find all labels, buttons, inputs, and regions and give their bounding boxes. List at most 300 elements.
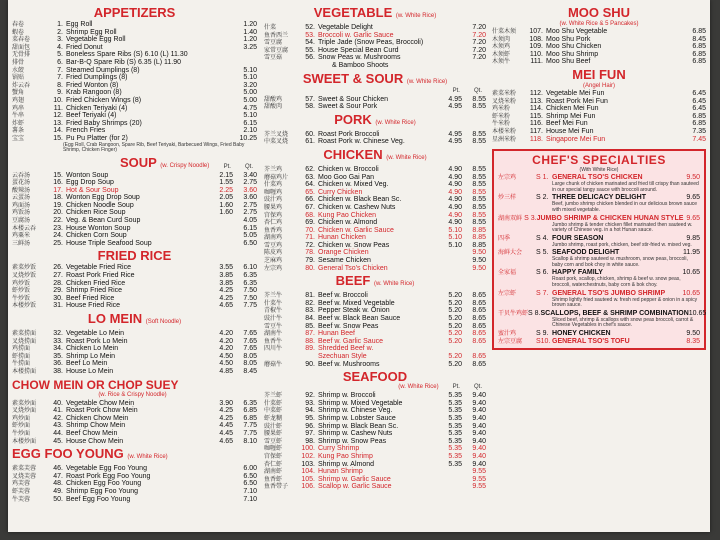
item-price: 5.10 bbox=[243, 112, 257, 120]
item-chinese-name: 豆腐汤 bbox=[12, 217, 31, 225]
item-chinese-name: 芝麻鸡 bbox=[264, 257, 283, 265]
item-price-pint: 4.90 bbox=[448, 211, 462, 219]
item-price-pint: 5.20 bbox=[448, 353, 462, 360]
item-number: 62. bbox=[305, 165, 315, 173]
item-chinese-name: 青椒牛 bbox=[264, 307, 283, 315]
item-name: Fried Baby Shrimps (20) bbox=[66, 119, 142, 127]
item-number: 41. bbox=[53, 407, 63, 415]
item-name: Broccoli w. Garlic Sauce bbox=[318, 31, 394, 39]
item-name: Moo Shu Vegetable bbox=[546, 28, 608, 35]
item-name: Chicken Noodle Soup bbox=[66, 201, 134, 209]
item-price-quart: 9.40 bbox=[472, 392, 486, 400]
list-item bbox=[12, 105, 257, 113]
item-chinese-name: 牛串 bbox=[12, 112, 25, 120]
item-price-pint: 5.20 bbox=[448, 360, 462, 368]
list-item bbox=[264, 227, 486, 235]
item-chinese-name: 鱼香鸡 bbox=[264, 226, 283, 234]
item-name: Beef Mei Fun bbox=[546, 120, 588, 128]
item-chinese-name: 豉汁鸡 bbox=[264, 196, 283, 204]
item-price: 10.65 bbox=[688, 309, 707, 317]
sweet-sour-subtitle: (w. White Rice) bbox=[406, 78, 448, 85]
item-price: 9.50 bbox=[686, 330, 700, 338]
mei-fun-list bbox=[492, 90, 706, 143]
item-price: 8.35 bbox=[686, 338, 700, 346]
item-name: Sesame Chicken bbox=[318, 257, 371, 265]
fried-rice-heading: FRIED RICE bbox=[97, 248, 172, 264]
item-chinese-name: 鸡粟米 bbox=[12, 232, 31, 240]
item-price-quart: 8.55 bbox=[472, 130, 486, 138]
item-chinese-name: 中菜虾 bbox=[264, 407, 283, 415]
list-item bbox=[12, 29, 257, 37]
item-price-quart: 2.75 bbox=[243, 201, 257, 209]
item-price-quart: 7.75 bbox=[243, 429, 257, 437]
item-price-quart: 8.55 bbox=[472, 173, 486, 181]
chefs-specialties-title: CHEF'S SPECIALTIES bbox=[532, 153, 666, 168]
item-number: 94. bbox=[305, 407, 315, 415]
sweet-sour-title: SWEET & SOUR bbox=[302, 70, 404, 86]
list-item bbox=[12, 36, 257, 44]
soup-subtitle: (w. Crispy Noodle) bbox=[160, 162, 210, 169]
menu-column-right bbox=[492, 4, 706, 350]
pt-label: Pt. bbox=[452, 87, 460, 94]
chicken-list bbox=[264, 166, 486, 272]
item-number: 55. bbox=[305, 46, 315, 54]
item-number: S 9. bbox=[536, 330, 549, 338]
item-number: 68. bbox=[305, 211, 315, 219]
list-item bbox=[12, 280, 257, 288]
chow-mein-heading: CHOW MEIN OR CHOP SUEY bbox=[12, 377, 179, 392]
list-item bbox=[12, 59, 257, 67]
item-name: Pu Pu Platter (for 2) bbox=[66, 134, 128, 142]
item-price-pint: 5.35 bbox=[448, 460, 462, 468]
list-item bbox=[12, 330, 257, 338]
item-number: 52. bbox=[305, 24, 315, 31]
item-price-quart: 8.55 bbox=[472, 95, 486, 103]
item-name: Orange Chicken bbox=[318, 249, 369, 257]
item-number: 105. bbox=[301, 475, 315, 483]
item-number: 97. bbox=[305, 430, 315, 438]
item-number: 64. bbox=[305, 181, 315, 189]
item-chinese-name: 鸡炒面 bbox=[12, 414, 31, 422]
list-item bbox=[12, 488, 257, 496]
item-price-pint: 5.35 bbox=[448, 452, 462, 460]
item-price-quart: 8.55 bbox=[472, 196, 486, 204]
item-number: 44. bbox=[53, 429, 63, 437]
item-description: Roast pork, scallop, chicken, shrimp & beef w. snow peas, broccoli, waterchestnuts, baby corn & bok choy. bbox=[552, 276, 681, 289]
item-name: Moo Goo Gai Pan bbox=[318, 173, 375, 181]
seafood-size-header bbox=[264, 384, 486, 392]
list-item bbox=[264, 476, 486, 484]
list-item bbox=[12, 120, 257, 128]
item-price-quart: 9.50 bbox=[472, 249, 486, 257]
item-name: Chicken w. Mixed Veg. bbox=[318, 181, 389, 189]
item-name: Beef w. Black Bean Sauce bbox=[318, 315, 401, 323]
item-name: Shrimp Mei Fun bbox=[546, 112, 596, 120]
item-chinese-name: 牛炒面 bbox=[12, 429, 31, 437]
item-price-quart: 4.05 bbox=[243, 217, 257, 225]
menu-column-middle bbox=[264, 4, 486, 491]
item-name: Fried Chicken Wings (8) bbox=[66, 96, 142, 104]
item-price-quart: 8.55 bbox=[472, 188, 486, 196]
item-chinese-name: 湖南双鲜 bbox=[498, 214, 523, 222]
item-price-quart: 8.65 bbox=[472, 353, 486, 360]
item-chinese-name: 木须牛 bbox=[492, 58, 511, 66]
list-item bbox=[264, 445, 486, 453]
item-number: 116. bbox=[529, 120, 543, 128]
item-number: 29. bbox=[53, 287, 63, 295]
item-number: 107. bbox=[529, 28, 543, 35]
item-chinese-name: 全家福 bbox=[498, 269, 517, 277]
chicken-heading bbox=[264, 148, 486, 165]
list-item bbox=[492, 136, 706, 144]
item-chinese-name: 水餃 bbox=[12, 66, 25, 74]
item-chinese-name: 芥兰牛 bbox=[264, 292, 283, 300]
list-item bbox=[12, 89, 257, 97]
item-chinese-name: 杏仁虾 bbox=[264, 460, 283, 468]
list-item bbox=[12, 179, 257, 187]
item-name: Moo Shu Beef bbox=[546, 58, 591, 66]
item-name: Roast Pork Fried Rice bbox=[66, 272, 135, 280]
item-number: 57. bbox=[305, 95, 315, 103]
item-name: General Tso's Chicken bbox=[318, 264, 388, 272]
item-name: Bar-B-Q Spare Rib (S) 6.35 (L) 11.90 bbox=[66, 58, 182, 66]
list-item bbox=[264, 196, 486, 204]
pt-label: Pt. bbox=[223, 163, 231, 170]
item-name: Vegetable Egg Foo Young bbox=[66, 465, 147, 473]
item-name: House Chow Mein bbox=[66, 437, 124, 445]
item-price-quart: 8.65 bbox=[472, 299, 486, 307]
item-number: 7. bbox=[57, 74, 63, 82]
soup-title: SOUP bbox=[120, 154, 157, 170]
item-name: House Special Bean Curd bbox=[318, 46, 399, 54]
item-price-pint: 4.50 bbox=[219, 360, 233, 368]
list-item bbox=[12, 240, 257, 248]
list-item bbox=[264, 189, 486, 197]
item-price-quart: 8.65 bbox=[472, 307, 486, 315]
list-item bbox=[12, 51, 257, 59]
item-chinese-name: 鸡面汤 bbox=[12, 201, 31, 209]
item-name: Vegetable Mei Fun bbox=[546, 89, 605, 97]
lo-mein-title: LO MEIN bbox=[87, 311, 143, 326]
item-price-pint: 4.50 bbox=[219, 352, 233, 360]
list-item bbox=[264, 54, 486, 62]
lo-mein-subtitle: (Soft Noodle) bbox=[145, 319, 182, 325]
item-name: GENERAL TSO'S CHICKEN bbox=[552, 174, 643, 182]
item-name: Shrimp w. Black Bean Sc. bbox=[318, 422, 399, 430]
item-name: Shrimp Egg Roll bbox=[66, 28, 117, 36]
item-name: Vegetable Fried Rice bbox=[66, 264, 131, 272]
item-number: 90. bbox=[305, 360, 315, 368]
item-number: 25. bbox=[53, 239, 63, 247]
item-chinese-name: 三鲜汤 bbox=[12, 239, 31, 247]
chef-special-item bbox=[498, 338, 700, 346]
item-price-pint: 4.95 bbox=[448, 138, 462, 146]
item-price-quart: 3.60 bbox=[243, 194, 257, 202]
item-name: Fried Dumplings (8) bbox=[66, 74, 128, 82]
item-number: 22. bbox=[53, 217, 63, 225]
chefs-specialties-subtitle: (With White Rice) bbox=[579, 167, 619, 174]
item-price-quart: 8.65 bbox=[472, 292, 486, 300]
item-price: 6.85 bbox=[692, 50, 706, 58]
item-name: Szechuan Style bbox=[318, 353, 367, 360]
item-price-quart: 9.40 bbox=[472, 414, 486, 422]
list-item bbox=[264, 24, 486, 32]
item-name: Sweet & Sour Chicken bbox=[318, 95, 389, 103]
sweet-sour-heading bbox=[264, 72, 486, 89]
item-price-quart: 6.50 bbox=[243, 239, 257, 247]
item-name: Hunan Beef bbox=[318, 330, 355, 338]
list-item bbox=[264, 181, 486, 189]
item-price-quart: 9.40 bbox=[472, 437, 486, 445]
item-chinese-name: 春卷 bbox=[12, 21, 25, 28]
item-chinese-name: 湖南虾 bbox=[264, 468, 283, 476]
item-number: S10. bbox=[536, 338, 551, 346]
item-chinese-name: 牛米粉 bbox=[492, 120, 511, 128]
item-number: 63. bbox=[305, 173, 315, 181]
item-number: 114. bbox=[529, 105, 543, 113]
item-name: SCALLOPS, BEEF & SHRIMP COMBINATION bbox=[540, 309, 689, 317]
item-price: 6.85 bbox=[692, 112, 706, 120]
item-price-pint: 5.35 bbox=[448, 437, 462, 445]
item-chinese-name: 腰果虾 bbox=[264, 430, 283, 438]
item-name: Shrimp w. Broccoli bbox=[318, 392, 376, 400]
list-item bbox=[264, 257, 486, 265]
list-item bbox=[492, 113, 706, 121]
item-name: Curry Chicken bbox=[318, 188, 363, 196]
list-item bbox=[12, 422, 257, 430]
item-price: 7.35 bbox=[692, 127, 706, 135]
item-chinese-name: 甜酸肉 bbox=[264, 103, 283, 111]
item-chinese-name: 芥兰叉烧 bbox=[264, 130, 289, 138]
item-chinese-name: 薯条 bbox=[12, 127, 25, 135]
list-item bbox=[12, 287, 257, 295]
item-price-pint: 5.35 bbox=[448, 422, 462, 430]
list-item bbox=[12, 127, 257, 135]
item-name: GENERAL TSO'S TOFU bbox=[552, 338, 630, 346]
item-chinese-name: 虾米粉 bbox=[492, 112, 511, 120]
list-item bbox=[12, 232, 257, 240]
item-name: Shrimp w. Chinese Veg. bbox=[318, 407, 393, 415]
item-price-pint: 4.90 bbox=[448, 219, 462, 227]
item-name: Shrimp Egg Foo Young bbox=[66, 487, 138, 495]
list-item bbox=[264, 174, 486, 182]
sweet-sour-list bbox=[264, 96, 486, 111]
item-price-pint: 4.90 bbox=[448, 196, 462, 204]
item-name: Beef w. Mixed Vegetable bbox=[318, 299, 395, 307]
moo-shu-heading: MOO SHU bbox=[567, 5, 631, 20]
item-chinese-name: 虾炒面 bbox=[12, 422, 31, 430]
item-name: Chicken w. Broccoli bbox=[318, 165, 379, 173]
egg-foo-young-subtitle: (w. White Rice) bbox=[127, 454, 168, 461]
item-number: 14. bbox=[53, 127, 63, 135]
item-number: 88. bbox=[305, 337, 315, 345]
item-name: Snow Peas w. Mushrooms bbox=[318, 54, 401, 62]
list-item bbox=[264, 249, 486, 257]
item-price-quart: 8.65 bbox=[472, 337, 486, 345]
item-chinese-name: 叉烧捞面 bbox=[12, 337, 37, 345]
list-item bbox=[12, 202, 257, 210]
item-chinese-name: 鸡捞面 bbox=[12, 345, 31, 353]
item-chinese-name: 杏仁鸡 bbox=[264, 219, 283, 227]
item-name: Chicken w. Snow Peas bbox=[318, 241, 390, 249]
item-chinese-name: 牛捞面 bbox=[12, 360, 31, 368]
item-chinese-name: 蛋花汤 bbox=[12, 179, 31, 187]
item-price-pint: 1.60 bbox=[219, 201, 233, 209]
chow-mein-subtitle: (w. Rice & Crispy Noodle) bbox=[98, 391, 167, 398]
item-price-quart: 8.55 bbox=[472, 165, 486, 173]
item-price-pint: 4.25 bbox=[219, 407, 233, 415]
item-price: 3.25 bbox=[243, 43, 257, 51]
item-chinese-name: 鸡炒饭 bbox=[12, 279, 31, 287]
mei-fun-heading: MEI FUN bbox=[572, 66, 626, 82]
list-item bbox=[264, 32, 486, 40]
item-description: Jumbo shrimp & tender chicken fillet marinated then sauteed w. variety of Chinese veg. in a hot Hunan sauce. bbox=[552, 221, 693, 234]
item-name: Kung Pao Chicken bbox=[318, 211, 376, 219]
item-price-quart: 8.65 bbox=[472, 322, 486, 330]
item-price: 1.20 bbox=[243, 36, 257, 44]
item-number: 109. bbox=[529, 43, 543, 51]
list-item bbox=[12, 480, 257, 488]
item-number: 71. bbox=[305, 234, 315, 242]
item-chinese-name: 素菜米粉 bbox=[492, 89, 517, 97]
item-price-pint: 5.10 bbox=[448, 234, 462, 242]
item-chinese-name: 素菜芙蓉 bbox=[12, 465, 37, 473]
item-number: 16. bbox=[53, 179, 63, 187]
item-price-pint: 5.10 bbox=[448, 226, 462, 234]
item-price: 10.65 bbox=[682, 269, 700, 277]
item-chinese-name: 素菜捞面 bbox=[12, 330, 37, 337]
item-number: 15. bbox=[53, 171, 63, 179]
beef-heading bbox=[264, 274, 486, 291]
item-number: S 6. bbox=[536, 269, 549, 277]
item-name: Roast Pork Egg Foo Young bbox=[66, 472, 151, 480]
item-price: 7.20 bbox=[472, 54, 486, 62]
item-price-quart: 9.40 bbox=[472, 399, 486, 407]
chefs-specialties-box bbox=[492, 149, 706, 350]
item-number: 87. bbox=[305, 330, 315, 338]
item-chinese-name: 干贝牛鸡虾 bbox=[498, 309, 529, 317]
list-item bbox=[264, 138, 486, 146]
list-item bbox=[264, 242, 486, 250]
item-price-quart: 9.40 bbox=[472, 407, 486, 415]
item-name: Chicken Corn Soup bbox=[66, 232, 127, 240]
item-number: 45. bbox=[53, 437, 63, 445]
item-number: 117. bbox=[529, 127, 543, 135]
list-item bbox=[12, 194, 257, 202]
item-price-quart: 6.85 bbox=[243, 414, 257, 422]
item-description: Sliced beef, shrimp & scallops with snow peas broccoli, carrot & Chinese Vegetables in chef's sauce. bbox=[552, 316, 694, 329]
list-item bbox=[264, 353, 486, 361]
list-item bbox=[12, 338, 257, 346]
item-price-pint: 5.20 bbox=[448, 292, 462, 300]
item-description: Beef, jumbo shrimp chicken blended in our delicious brown sauce with mixed vegetable. bbox=[552, 201, 698, 213]
item-price: 6.50 bbox=[243, 480, 257, 488]
item-price-pint: 4.45 bbox=[219, 422, 233, 430]
vegetable-subtitle: (w. White Rice) bbox=[395, 13, 437, 19]
item-number: 17. bbox=[53, 186, 63, 194]
item-chinese-name: 雪豆鸡 bbox=[264, 241, 283, 249]
item-number: S 3. bbox=[524, 214, 537, 222]
item-price: 5.00 bbox=[243, 89, 257, 97]
item-number: 80. bbox=[305, 264, 315, 272]
list-item bbox=[492, 98, 706, 106]
pork-title: PORK bbox=[334, 111, 372, 127]
item-name: House Mei Fun bbox=[546, 127, 594, 135]
appetizers-heading: APPETIZERS bbox=[93, 5, 176, 20]
list-item bbox=[12, 295, 257, 303]
item-chinese-name: 腰果鸡 bbox=[264, 203, 283, 211]
item-chinese-name: 甜面包 bbox=[12, 43, 31, 51]
item-name: Beef w. Mushrooms bbox=[318, 360, 380, 368]
item-name: Shrimp w. Mixed Vegetable bbox=[318, 399, 403, 407]
item-chinese-name: 四季 bbox=[498, 234, 511, 242]
item-number: 28. bbox=[53, 279, 63, 287]
item-price-pint: 4.45 bbox=[219, 429, 233, 437]
list-item bbox=[12, 430, 257, 438]
item-name: Pepper Steak w. Onion bbox=[318, 307, 390, 315]
item-chinese-name: 菜春卷 bbox=[12, 36, 31, 44]
item-number: 15. bbox=[53, 134, 63, 142]
item-number: 54. bbox=[305, 39, 315, 47]
menu-column-left bbox=[12, 4, 257, 503]
item-number: 35. bbox=[53, 352, 63, 360]
item-price-pint: 1.55 bbox=[219, 179, 233, 187]
item-price-quart: 8.55 bbox=[472, 203, 486, 211]
item-chinese-name: 四川牛 bbox=[264, 345, 283, 353]
list-item bbox=[12, 264, 257, 272]
item-price: 7.10 bbox=[243, 487, 257, 495]
item-price: 11.95 bbox=[683, 249, 700, 257]
item-name: Chicken w. Cashew Nuts bbox=[318, 203, 396, 211]
item-chinese-name: 本楼炒面 bbox=[12, 437, 37, 445]
item-name: Beef Chow Mein bbox=[66, 429, 118, 437]
item-number: 108. bbox=[529, 35, 543, 43]
list-item bbox=[264, 392, 486, 400]
item-number: S 4. bbox=[536, 234, 549, 242]
list-item bbox=[264, 415, 486, 423]
appetizers-list bbox=[12, 21, 257, 143]
item-chinese-name: 什菜木须 bbox=[492, 28, 517, 35]
item-number: 84. bbox=[305, 315, 315, 323]
menu-sheet bbox=[8, 0, 710, 532]
item-number: 1. bbox=[57, 21, 63, 28]
item-price-pint: 4.95 bbox=[448, 95, 462, 103]
item-number: 102. bbox=[301, 452, 315, 460]
item-price: 6.50 bbox=[243, 472, 257, 480]
chefs-specialties-list bbox=[498, 174, 707, 346]
seafood-list bbox=[264, 392, 486, 491]
item-price: 9.65 bbox=[686, 194, 700, 202]
item-price-pint: 5.35 bbox=[448, 392, 462, 400]
item-price-quart: 9.55 bbox=[472, 483, 486, 491]
item-price-pint: 3.90 bbox=[219, 399, 233, 407]
item-chinese-name: 叉烧米粉 bbox=[492, 97, 517, 105]
item-price-quart: 5.05 bbox=[243, 232, 257, 240]
item-price-quart: 7.50 bbox=[243, 287, 257, 295]
item-number: 98. bbox=[305, 437, 315, 445]
item-price-pint: 5.20 bbox=[448, 337, 462, 345]
item-name: Chicken w. Black Bean Sc. bbox=[318, 196, 402, 204]
item-name: Beef w. Garlic Sauce bbox=[318, 337, 383, 345]
list-item bbox=[12, 400, 257, 408]
item-name: Roast Pork Chow Mein bbox=[66, 407, 138, 415]
list-item bbox=[264, 438, 486, 446]
list-item bbox=[492, 90, 706, 98]
item-name: Beef w. Broccoli bbox=[318, 292, 368, 300]
list-item bbox=[264, 315, 486, 323]
item-price: 1.40 bbox=[243, 28, 257, 36]
item-name: Shrimp Lo Mein bbox=[66, 352, 116, 360]
